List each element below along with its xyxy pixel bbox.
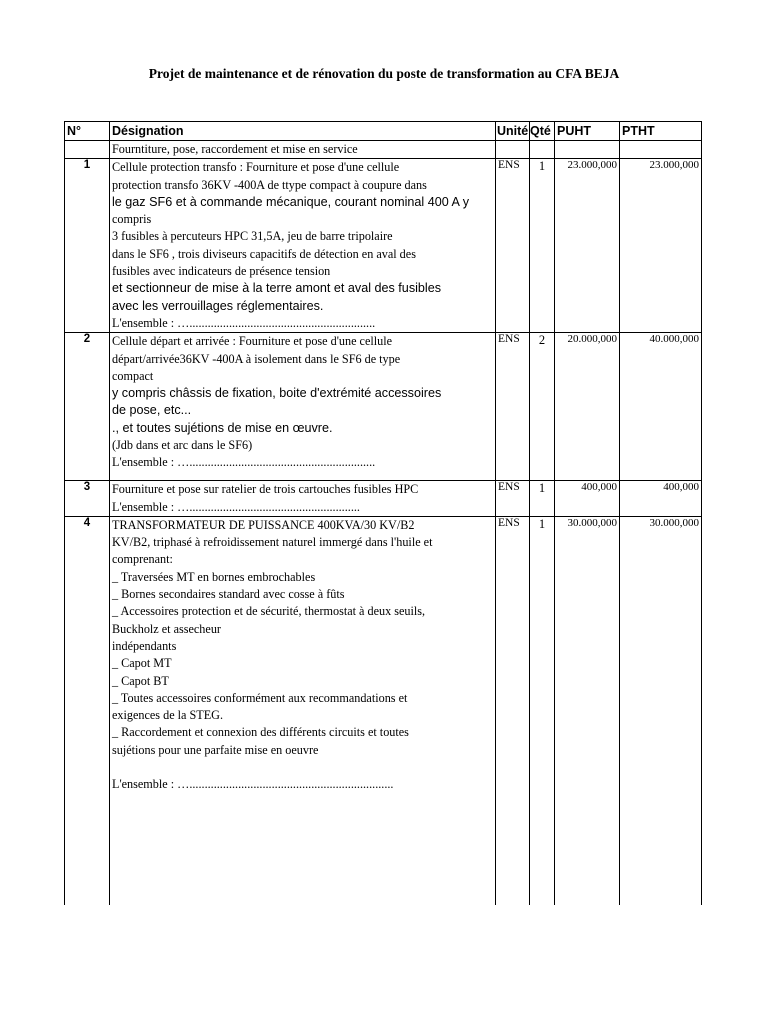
item-number: 2 [65, 333, 110, 481]
designation-line: _ Accessoires protection et de sécurité, thermostat à deux seuils, [112, 604, 426, 619]
item-unit: ENS [496, 481, 530, 517]
designation-line: de pose, etc... [112, 403, 192, 418]
item-unit: ENS [496, 159, 530, 333]
item-quantity: 1 [530, 481, 555, 517]
item-designation [110, 516, 496, 905]
item-quantity: 1 [530, 159, 555, 333]
item-number: 1 [65, 159, 110, 333]
designation-line: fusibles avec indicateurs de présence tension [112, 264, 331, 279]
designation-line: 3 fusibles à percuteurs HPC 31,5A, jeu de barre tripolaire [112, 229, 393, 244]
empty-cell [496, 141, 530, 159]
item-total-price: 40.000,000 [620, 333, 702, 481]
designation-line: _ Capot MT [112, 656, 172, 671]
header-num: N° [65, 122, 110, 141]
item-total-price: 30.000,000 [620, 516, 702, 905]
section-row [65, 141, 702, 159]
item-unit: ENS [496, 516, 530, 905]
designation-line: KV/B2, triphasé à refroidissement naturel immergé dans l'huile et [112, 535, 433, 550]
item-quantity: 2 [530, 333, 555, 481]
item-designation [110, 333, 496, 481]
designation-line [112, 759, 493, 776]
designation-line: Cellule départ et arrivée : Fourniture et pose d'une cellule [112, 334, 393, 349]
designation-line: Fourniture et pose sur ratelier de trois cartouches fusibles HPC [112, 482, 419, 497]
designation-line: exigences de la STEG. [112, 708, 224, 723]
designation-line: compact [112, 368, 154, 383]
item-designation [110, 481, 496, 517]
designation-line: _ Raccordement et connexion des différents circuits et toutes [112, 725, 409, 740]
designation-line: L'ensemble : …............................................................. [112, 315, 376, 330]
designation-line: _ Traversées MT en bornes embrochables [112, 569, 316, 584]
designation-line: y compris châssis de fixation, boite d'extrémité accessoires [112, 386, 442, 401]
item-designation [110, 159, 496, 333]
empty-cell [620, 141, 702, 159]
designation-line: _ Bornes secondaires standard avec cosse à fûts [112, 587, 345, 602]
item-unit-price: 20.000,000 [555, 333, 620, 481]
designation-line: _ Toutes accessoires conformément aux recommandations et [112, 690, 408, 705]
item-unit-price: 30.000,000 [555, 516, 620, 905]
designation-line: (Jdb dans et arc dans le SF6) [112, 438, 253, 453]
designation-line: indépendants [112, 638, 177, 653]
item-unit-price: 400,000 [555, 481, 620, 517]
table-row [65, 333, 702, 481]
table-row [65, 516, 702, 905]
designation-line: Cellule protection transfo : Fourniture et pose d'une cellule [112, 160, 400, 175]
item-quantity: 1 [530, 516, 555, 905]
header-qte: Qté [530, 122, 555, 141]
table-header-row [65, 122, 702, 141]
designation-line: ., et toutes sujétions de mise en œuvre. [112, 420, 333, 435]
designation-line: sujétions pour une parfaite mise en oeuvre [112, 742, 319, 757]
empty-cell [530, 141, 555, 159]
designation-line: avec les verrouillages réglementaires. [112, 298, 324, 313]
designation-line: L'ensemble : …................................................................... [112, 777, 394, 792]
header-ptht: PTHT [620, 122, 702, 141]
item-total-price: 23.000,000 [620, 159, 702, 333]
table-row [65, 159, 702, 333]
designation-line: protection transfo 36KV -400A de ttype compact à coupure dans [112, 177, 427, 192]
designation-line: et sectionneur de mise à la terre amont et aval des fusibles [112, 281, 442, 296]
item-unit: ENS [496, 333, 530, 481]
empty-cell [555, 141, 620, 159]
designation-line: départ/arrivée36KV -400A à isolement dans le SF6 de type [112, 351, 401, 366]
designation-line: Buckholz et assecheur [112, 621, 221, 636]
quotation-table [64, 121, 702, 905]
table-row [65, 481, 702, 517]
item-number: 3 [65, 481, 110, 517]
section-num-cell [65, 141, 110, 159]
designation-line: _ Capot BT [112, 673, 169, 688]
item-unit-price: 23.000,000 [555, 159, 620, 333]
item-number: 4 [65, 516, 110, 905]
designation-line: dans le SF6 , trois diviseurs capacitifs de détection en aval des [112, 246, 416, 261]
designation-line: L'ensemble : …............................................................. [112, 455, 376, 470]
header-unite: Unité [496, 122, 530, 141]
item-total-price: 400,000 [620, 481, 702, 517]
header-puht: PUHT [555, 122, 620, 141]
document-title: Projet de maintenance et de rénovation du poste de transformation au CFA BEJA [148, 66, 620, 81]
designation-line: comprenant: [112, 552, 173, 567]
designation-line: compris [112, 212, 152, 227]
header-designation: Désignation [110, 122, 496, 141]
designation-line: le gaz SF6 et à commande mécanique, courant nominal 400 A y [112, 194, 470, 209]
section-label: Fourntiture, pose, raccordement et mise en service [110, 141, 496, 159]
designation-line: TRANSFORMATEUR DE PUISSANCE 400KVA/30 KV/B2 [112, 517, 415, 532]
designation-line: L'ensemble : …........................................................ [112, 499, 360, 514]
